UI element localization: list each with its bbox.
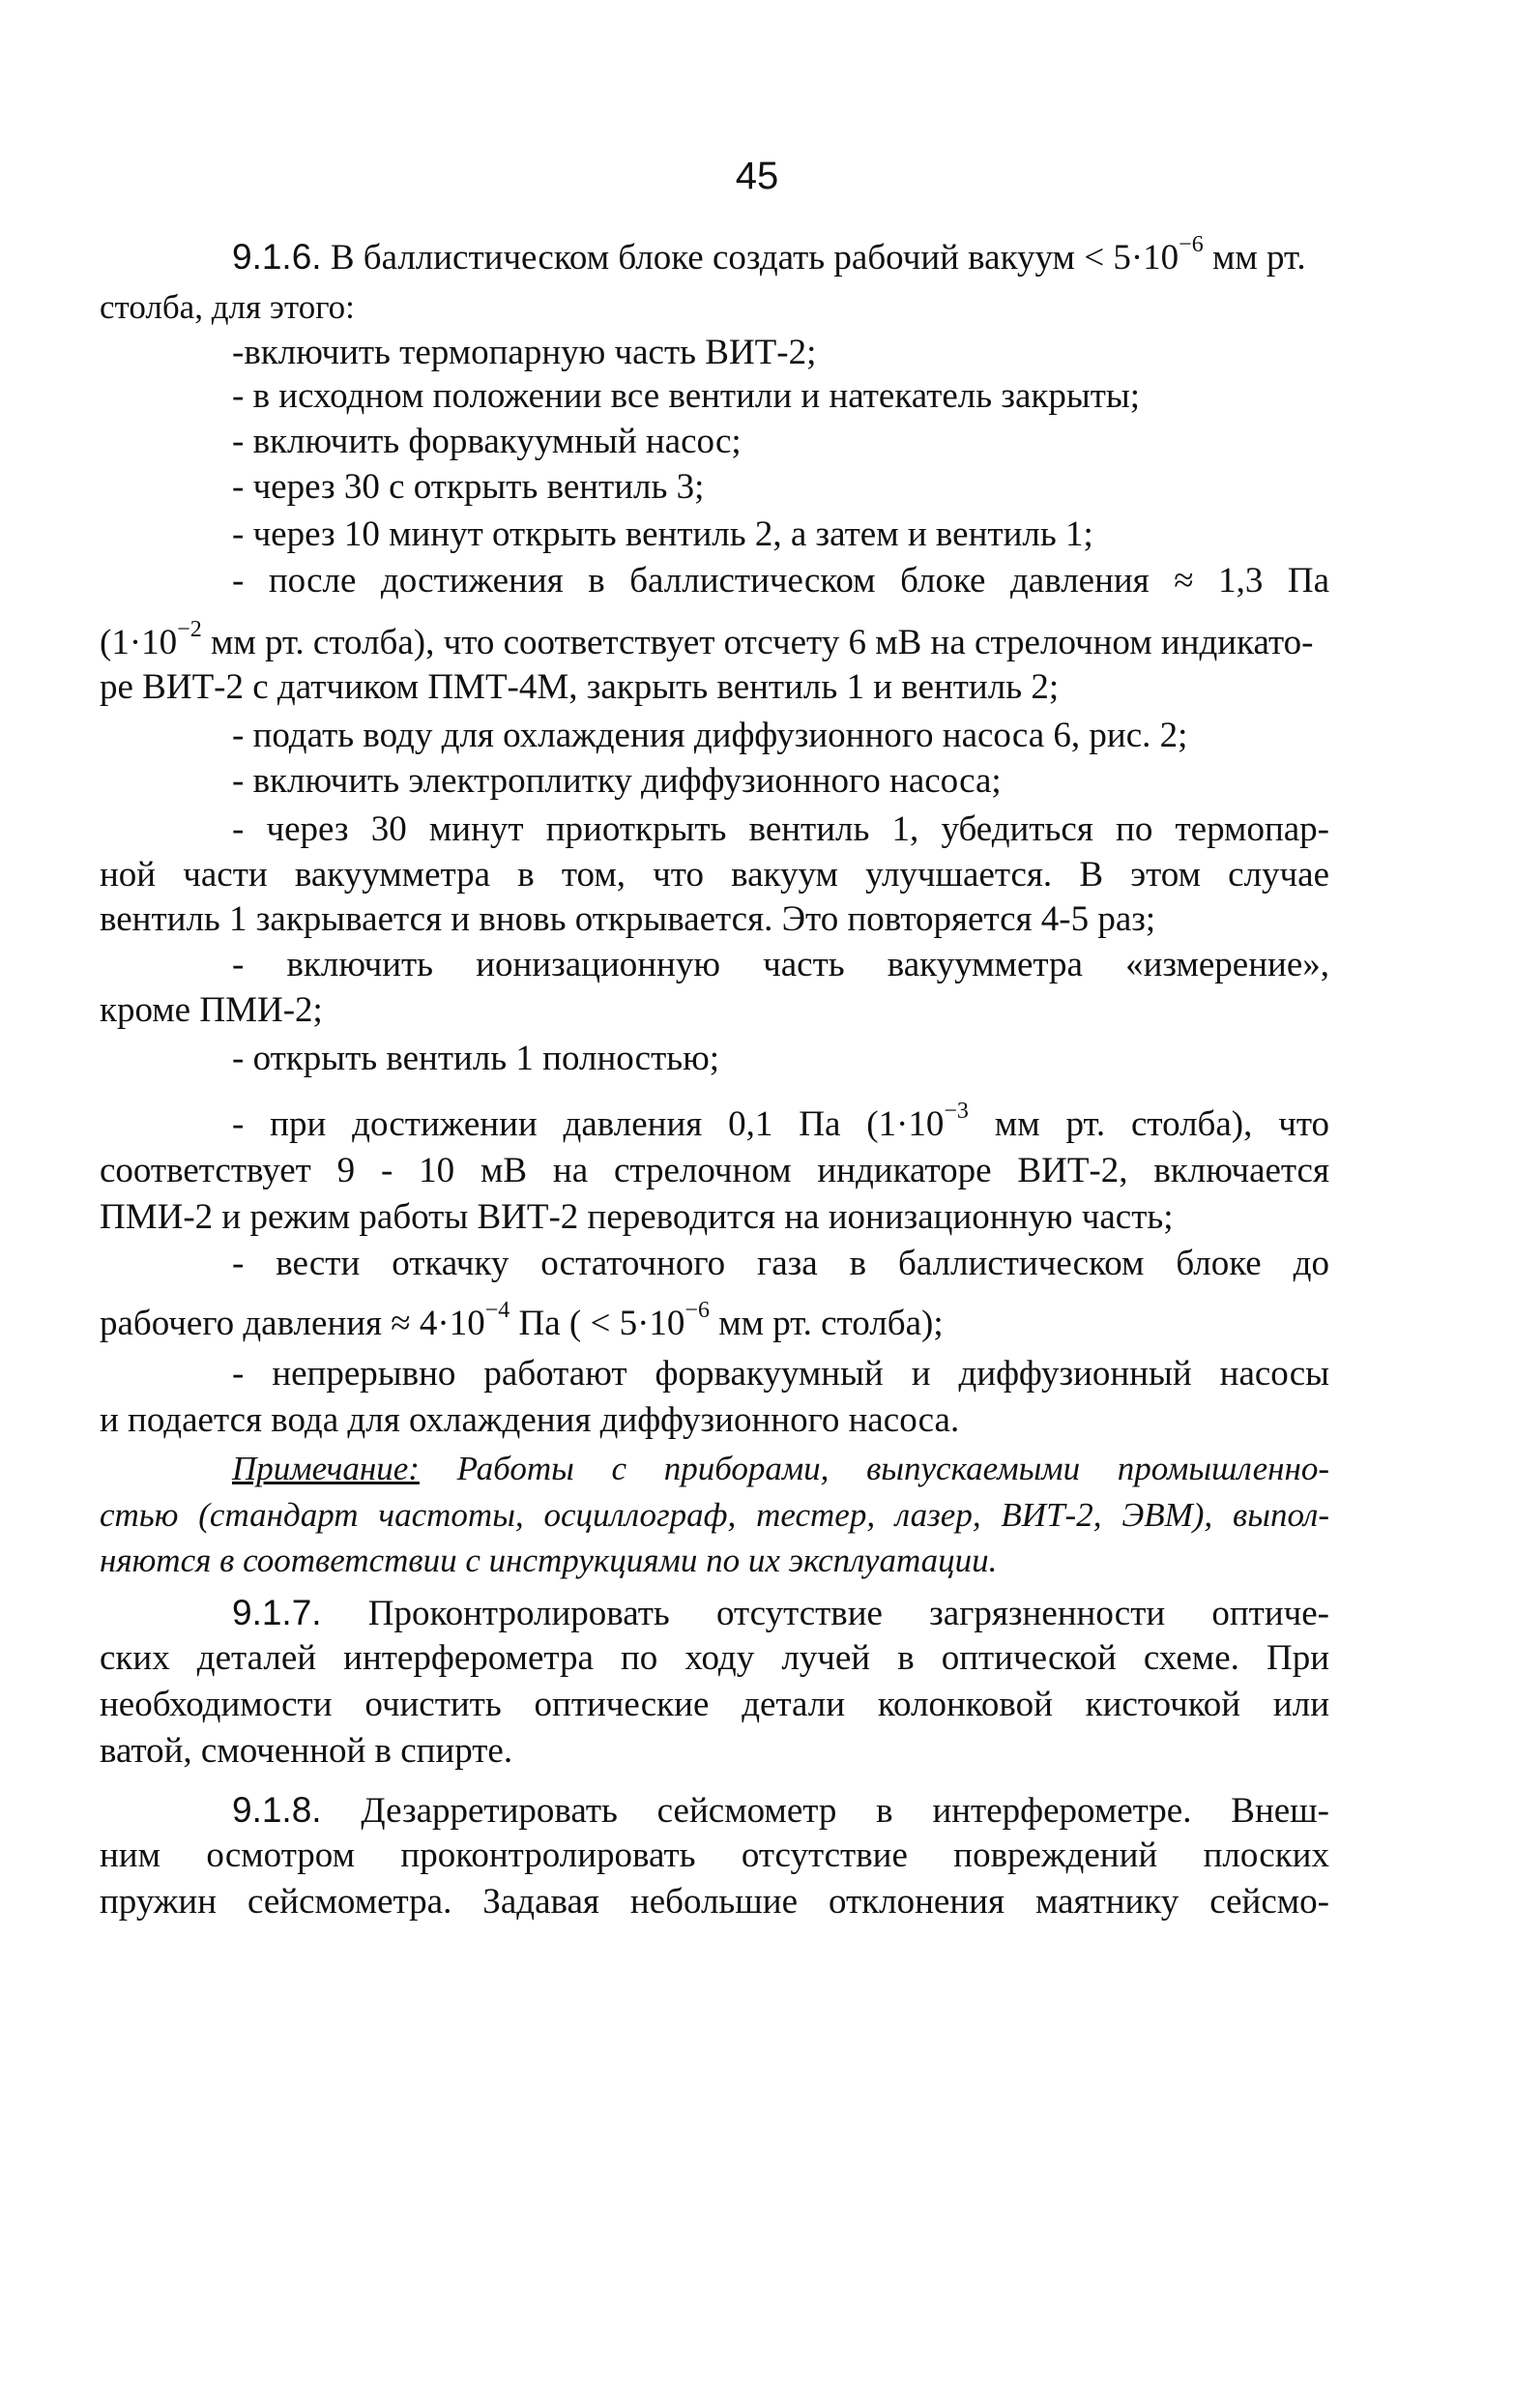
exponent: −6	[1179, 232, 1204, 257]
paragraph-line: кроме ПМИ-2;	[100, 990, 323, 1030]
paragraph-line: ПМИ-2 и режим работы ВИТ-2 переводится на ионизационную часть;	[100, 1197, 1174, 1237]
paragraph-line: - включить ионизационную часть вакуумметра «измерение»,	[232, 945, 1329, 984]
paragraph-line: - вести откачку остаточного газа в баллистическом блоке до	[232, 1244, 1329, 1283]
exponent: −2	[177, 617, 202, 642]
note-line-3: няются в соответствии с инструкциями по их эксплуатации.	[100, 1542, 998, 1579]
list-item: - открыть вентиль 1 полностью;	[232, 1039, 720, 1078]
paragraph-line: рабочего давления ≈ $4\cdot 10^{-4}$ Па ( < $5\cdot 10^{-6}$ мм рт. столба);	[100, 1298, 944, 1343]
section-917-line-1: 9.1.7. Проконтролировать отсутствие загрязненности оптиче-	[232, 1593, 1329, 1633]
list-item: - через 30 с открыть вентиль 3;	[232, 467, 705, 507]
paragraph-line: пружин сейсмометра. Задавая небольшие отклонения маятнику сейсмо-	[100, 1882, 1329, 1922]
list-item: - в исходном положении все вентили и натекатель закрыты;	[232, 376, 1141, 416]
paragraph-line: необходимости очистить оптические детали колонковой кисточкой или	[100, 1685, 1329, 1724]
note-line-2: стью (стандарт частоты, осциллограф, тестер, лазер, ВИТ-2, ЭВМ), выпол-	[100, 1496, 1329, 1534]
section-918-line-1: 9.1.8. Дезарретировать сейсмометр в интерферометре. Внеш-	[232, 1790, 1329, 1831]
paragraph-line: ватой, смоченной в спирте.	[100, 1731, 513, 1771]
list-item: - через 10 минут открыть вентиль 2, а затем и вентиль 1;	[232, 514, 1093, 554]
paragraph-line: - непрерывно работают форвакуумный и диффузионный насосы	[232, 1354, 1329, 1394]
list-item: - включить форвакуумный насос;	[232, 422, 742, 461]
paragraph-line: и подается вода для охлаждения диффузионного насоса.	[100, 1400, 960, 1440]
paragraph-line: - при достижении давления 0,1 Па ($1\cdot 10^{-3}$ мм рт. столба), что	[232, 1099, 1330, 1144]
exponent: −4	[484, 1298, 510, 1323]
paragraph-line: ских деталей интерферометра по ходу лучей в оптической схеме. При	[100, 1638, 1329, 1678]
section-916-line-1: 9.1.6. В баллистическом блоке создать рабочий вакуум < $5\cdot 10^{-6}$ мм рт.	[232, 232, 1306, 278]
paragraph-line: - через 30 минут приоткрыть вентиль 1, убедиться по термопар-	[232, 809, 1329, 849]
section-number: 9.1.6.	[232, 237, 322, 277]
list-item: - после достижения в баллистическом блоке давления ≈ 1,3 Па	[232, 561, 1329, 601]
section-916-pressure-line: ($1\cdot 10^{-2}$ мм рт. столба), что соответствует отсчету 6 мВ на стрелочном индикато-	[100, 617, 1314, 662]
paragraph-line: вентиль 1 закрывается и вновь открывается. Это повторяется 4-5 раз;	[100, 899, 1156, 939]
page-number: 45	[735, 155, 779, 197]
note-label: Примечание:	[232, 1450, 420, 1487]
note-line-1: Примечание: Работы с приборами, выпускаемыми промышленно-	[232, 1450, 1329, 1487]
list-item: -включить термопарную часть ВИТ-2;	[232, 333, 817, 372]
section-916-line-2: столба, для этого:	[100, 288, 355, 326]
section-916-sensor-line: ре ВИТ-2 с датчиком ПМТ-4М, закрыть вентиль 1 и вентиль 2;	[100, 667, 1060, 707]
exponent: −6	[684, 1298, 710, 1323]
section-number: 9.1.8.	[232, 1790, 322, 1830]
paragraph-line: соответствует 9 - 10 мВ на стрелочном индикаторе ВИТ-2, включается	[100, 1151, 1329, 1190]
exponent: −3	[944, 1099, 969, 1124]
section-number: 9.1.7.	[232, 1593, 322, 1632]
list-item: - подать воду для охлаждения диффузионного насоса 6, рис. 2;	[232, 716, 1188, 755]
paragraph-line: ним осмотром проконтролировать отсутствие повреждений плоских	[100, 1835, 1329, 1875]
list-item: - включить электроплитку диффузионного насоса;	[232, 761, 1002, 801]
paragraph-line: ной части вакуумметра в том, что вакуум улучшается. В этом случае	[100, 855, 1329, 895]
